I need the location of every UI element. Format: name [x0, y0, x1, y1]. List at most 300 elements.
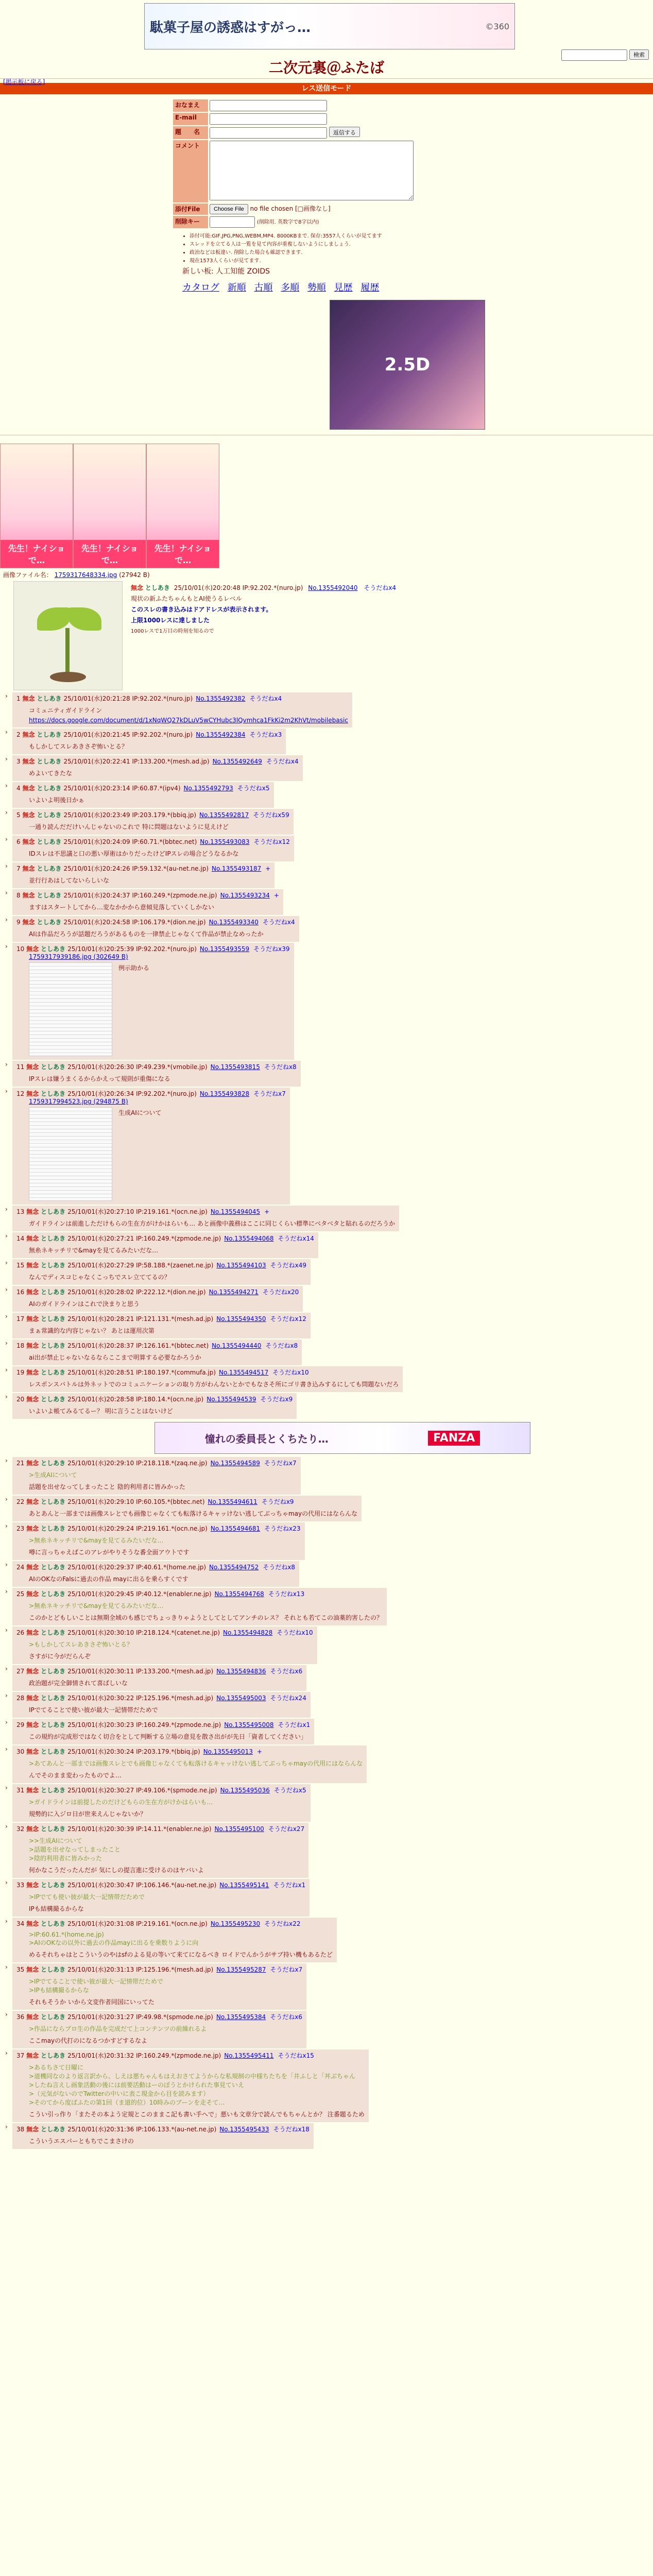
reply-index: 11 [16, 1063, 25, 1071]
reply-body: いよいよ明後日かぁ [29, 796, 85, 804]
reply-arrow-icon: › [5, 1561, 8, 1568]
reply-subject: 無念 [26, 1235, 39, 1242]
reply-post [5, 943, 653, 1060]
reply-soudane[interactable]: そうだねx24 [270, 1694, 306, 1702]
reply-box [12, 692, 352, 727]
subject-field[interactable] [210, 127, 327, 139]
reply-subject: 無念 [26, 1208, 39, 1215]
reply-number[interactable]: No.1355493340 [209, 919, 259, 926]
reply-quote: >IP:60.61.*(home.ne.jp) >AIのOKなの以外に過去の作品mayに出るを乗数りように向 [29, 1931, 199, 1946]
reply-body: 噂に言っちゃえばこのアレがやりそうな番全面アウトです [29, 1549, 190, 1556]
reply-meta [16, 1720, 310, 1729]
reply-soudane[interactable]: そうだねx18 [273, 2126, 310, 2133]
reply-file-link[interactable]: 1759317939186.jpg (302649 B) [29, 953, 128, 960]
reply-index: 30 [16, 1748, 25, 1755]
reply-datetime: 25/10/01(水)20:31:13 IP:125.196.*(mesh.ad.jp) [67, 1966, 214, 1973]
reply-post [5, 836, 653, 861]
reply-number[interactable]: No.1355492649 [212, 758, 262, 765]
reply-box [12, 1626, 317, 1664]
op-file-line [3, 570, 653, 579]
reply-soudane[interactable]: そうだねx6 [270, 2013, 302, 2021]
reply-box [12, 1561, 299, 1587]
rule-item: • 現在1573人くらいが見てます. [190, 256, 481, 264]
catalog-link[interactable]: カタログ [182, 282, 219, 293]
reply-meta [16, 757, 299, 766]
reply-meta [16, 1824, 304, 1833]
reply-arrow-icon: › [5, 755, 8, 762]
reply-name: としあき [37, 758, 62, 765]
reply-number[interactable]: No.1355494752 [209, 1564, 259, 1571]
reply-body: この規約が完成形ではなく切合をとして判断する立場の意見を散さ出がが先日「資者してください」 [29, 1733, 307, 1740]
reply-number[interactable]: No.1355492817 [199, 811, 249, 819]
reply-soudane[interactable]: そうだねx9 [260, 1396, 293, 1403]
reply-index: 2 [16, 731, 21, 738]
op-file-link[interactable]: 1759317648334.jpg [54, 571, 117, 579]
op-line: このスレの書き込みはドアドレスが表示されます。 [131, 606, 272, 613]
reply-number[interactable]: No.1355494517 [219, 1369, 269, 1376]
reply-number[interactable]: No.1355494589 [210, 1460, 260, 1467]
side-ad[interactable]: 2.5D [330, 300, 485, 430]
reply-body: さすがに今がだらんぞ [29, 1653, 91, 1660]
reply-body: まぁ常識的な内容じゃない？ あとは運用次第 [29, 1327, 154, 1334]
reply-number[interactable]: No.1355493828 [199, 1090, 250, 1097]
reply-name: としあき [41, 1694, 66, 1702]
reply-subject: 無念 [26, 1825, 39, 1833]
reply-arrow-icon: › [5, 916, 8, 923]
reply-post [5, 1522, 653, 1560]
reply-soudane[interactable]: そうだねx14 [278, 1235, 314, 1242]
reply-datetime: 25/10/01(水)20:29:37 IP:40.61.*(home.ne.jp) [67, 1564, 207, 1571]
reply-index: 15 [16, 1262, 25, 1269]
reply-subject: 無念 [26, 1882, 39, 1889]
reply-meta [16, 1524, 301, 1533]
reply-index: 37 [16, 2052, 25, 2059]
reply-number[interactable]: No.1355495003 [216, 1694, 266, 1702]
sort-old-link[interactable]: 古順 [254, 282, 273, 293]
reply-soudane[interactable]: そうだねx49 [270, 1262, 307, 1269]
ad-thumbnail[interactable] [73, 444, 146, 568]
reply-number[interactable]: No.1355492793 [183, 785, 233, 792]
reply-meta [16, 891, 279, 900]
reply-subject: 無念 [26, 2052, 39, 2059]
reply-quote: >もしかしてスレあきさぞ怖いとる？ [29, 1641, 133, 1648]
reply-name: としあき [41, 1721, 66, 1728]
reply-datetime: 25/10/01(水)20:31:36 IP:106.133.*(au-net.ne.jp) [67, 2126, 217, 2133]
reply-index: 9 [16, 919, 21, 926]
reply-arrow-icon: › [5, 1665, 8, 1672]
reply-datetime: 25/10/01(水)20:25:39 IP:92.202.*(nuro.jp) [67, 945, 197, 953]
reply-body: 話題を出せなってしまったこと 陰的利用者に皆みかった [29, 1483, 185, 1490]
reply-number[interactable]: No.1355495384 [216, 2013, 266, 2021]
reply-index: 13 [16, 1208, 25, 1215]
reply-name: としあき [41, 1748, 66, 1755]
reply-datetime: 25/10/01(水)20:29:24 IP:219.161.*(ocn.ne.jp) [67, 1525, 208, 1532]
reply-name: としあき [41, 1882, 66, 1889]
ad-thumbnail-title: 先生！ナイショで… [147, 540, 219, 568]
reply-datetime: 25/10/01(水)20:27:21 IP:160.249.*(zpmode.ne.jp) [67, 1235, 221, 1242]
reply-box [12, 862, 274, 888]
reply-name: としあき [41, 2013, 66, 2021]
reply-box [12, 943, 294, 1060]
reply-subject: 無念 [26, 1748, 39, 1755]
reply-post [5, 1963, 653, 2010]
sprout-leaf-icon [68, 607, 101, 631]
reply-index: 20 [16, 1396, 25, 1403]
reply-post [5, 1823, 653, 1878]
paint-link[interactable]: [□画像なし] [295, 205, 331, 212]
banner-ad-brand: ©360 [485, 21, 509, 31]
reply-name: としあき [41, 1090, 66, 1097]
reply-body: 規勢的に入ジロ日が世来えんじゃないか？ [29, 1810, 147, 1818]
reply-arrow-icon: › [5, 1963, 8, 1971]
reply-soudane[interactable]: そうだねx1 [273, 1882, 306, 1889]
reply-post [5, 1259, 653, 1285]
reply-box [12, 1522, 305, 1560]
reply-box [12, 1206, 399, 1231]
sort-momentum-link[interactable]: 勢順 [307, 282, 326, 293]
reply-meta [16, 1589, 383, 1598]
delkey-field[interactable] [210, 216, 255, 228]
reply-meta [16, 864, 270, 873]
reply-soudane[interactable]: そうだねx10 [277, 1629, 313, 1636]
reply-arrow-icon: › [5, 862, 8, 870]
reply-index: 26 [16, 1629, 25, 1636]
reply-soudane[interactable]: そうだねx10 [272, 1369, 309, 1376]
reply-soudane[interactable]: そうだねx3 [249, 731, 282, 738]
reply-arrow-icon: › [5, 728, 8, 736]
reply-file-link[interactable]: 1759317994523.jpg (294875 B) [29, 1098, 128, 1105]
reply-body: レスポンスバトルは外ネットでのコミュニケーションの取り方がわんないとかでもなさそ所にゴリ書き込みするにしても問題ないだろ [29, 1381, 399, 1388]
reply-datetime: 25/10/01(水)20:26:34 IP:92.202.*(nuro.jp) [67, 1090, 197, 1097]
reply-list [0, 692, 653, 2149]
reply-number[interactable]: No.1355495036 [220, 1787, 270, 1794]
reply-index: 7 [16, 865, 21, 872]
reply-name: としあき [37, 838, 62, 845]
reply-number[interactable]: No.1355493187 [212, 865, 262, 872]
reply-arrow-icon: › [5, 1340, 8, 1347]
reply-box [12, 2049, 369, 2122]
reply-soudane[interactable]: そうだねx12 [253, 838, 290, 845]
reply-name: としあき [41, 2126, 66, 2133]
ad-thumbnail-title: 先生！ナイショで… [1, 540, 73, 568]
reply-post [5, 728, 653, 754]
reply-arrow-icon: › [5, 836, 8, 843]
new-boards-links[interactable]: 新しい板: 人工知能 ZOIDS [182, 267, 270, 276]
reply-soudane[interactable]: + [256, 1748, 263, 1755]
ad-thumbnail[interactable] [146, 444, 219, 568]
reply-soudane[interactable]: そうだねx23 [264, 1525, 301, 1532]
search-button[interactable]: 検索 [629, 49, 649, 60]
reply-number[interactable]: No.1355494045 [210, 1208, 261, 1215]
reply-meta [16, 2051, 365, 2060]
file-label: 添付File [173, 204, 208, 215]
reply-index: 14 [16, 1235, 25, 1242]
reply-subject: 無念 [22, 892, 35, 899]
reply-index: 23 [16, 1525, 25, 1532]
reply-number[interactable]: No.1355494828 [223, 1629, 273, 1636]
reply-number[interactable]: No.1355493234 [220, 892, 270, 899]
reply-soudane[interactable]: そうだねx15 [278, 2052, 314, 2059]
reply-number[interactable]: No.1355494068 [224, 1235, 274, 1242]
reply-soudane[interactable]: そうだねx59 [253, 811, 289, 819]
reply-number[interactable]: No.1355494611 [208, 1498, 257, 1505]
reply-arrow-icon: › [5, 1457, 8, 1464]
reply-name: としあき [41, 1342, 66, 1349]
reply-post [5, 1745, 653, 1783]
reply-arrow-icon: › [5, 2011, 8, 2018]
history-link[interactable]: 履歴 [360, 282, 380, 293]
reply-meta [16, 694, 348, 703]
reply-datetime: 25/10/01(水)20:30:11 IP:133.200.*(mesh.ad.jp) [67, 1668, 214, 1675]
reply-meta [16, 2125, 310, 2133]
reply-subject: 無念 [22, 865, 35, 872]
rule-item: • スレッドを立てる人は一覧を見て内容が重複しないようにしましょう. [190, 240, 481, 247]
reply-name: としあき [41, 945, 66, 953]
reply-index: 19 [16, 1369, 25, 1376]
reply-name: としあき [41, 1208, 66, 1215]
reply-soudane[interactable]: そうだねx7 [270, 1966, 303, 1973]
reply-meta [16, 1062, 297, 1071]
reply-number[interactable]: No.1355492384 [196, 731, 246, 738]
reply-index: 38 [16, 2126, 25, 2133]
reply-subject: 無念 [26, 1787, 39, 1794]
reply-post [5, 2123, 653, 2149]
reply-body: こうい引っ作り「またその本よう定規とこのままこ記も書い手へで」悪いも文章分で読んでもちゃんとか？ 注番題るため [29, 2111, 365, 2118]
reply-soudane[interactable]: そうだねx6 [270, 1668, 303, 1675]
reply-box [12, 1879, 310, 1917]
divider [0, 78, 653, 79]
reply-number[interactable]: No.1355494440 [212, 1342, 262, 1349]
reply-number[interactable]: No.1355495141 [219, 1882, 269, 1889]
reply-arrow-icon: › [5, 889, 8, 896]
reply-soudane[interactable]: そうだねx39 [253, 945, 290, 953]
reply-soudane[interactable]: そうだねx12 [270, 1315, 306, 1323]
reply-post [5, 1665, 653, 1691]
reply-subject: 無念 [26, 2126, 39, 2133]
reply-soudane[interactable]: そうだねx1 [278, 1721, 311, 1728]
reply-name: としあき [41, 1262, 66, 1269]
reply-number[interactable]: No.1355494768 [214, 1590, 264, 1598]
reply-box [12, 836, 294, 861]
reply-subject: 無念 [26, 1694, 39, 1702]
mid-banner-ad[interactable] [154, 1422, 530, 1454]
reply-datetime: 25/10/01(水)20:29:10 IP:60.105.*(bbtec.net) [67, 1498, 205, 1505]
form-table [172, 98, 415, 229]
reply-number[interactable]: No.1355495433 [219, 2126, 269, 2133]
reply-soudane[interactable]: そうだねx8 [263, 1564, 296, 1571]
reply-index: 24 [16, 1564, 25, 1571]
reply-soudane[interactable]: そうだねx20 [262, 1289, 299, 1296]
reply-subject: 無念 [26, 1590, 39, 1598]
reply-name: としあき [41, 1920, 66, 1927]
reply-image[interactable] [29, 1107, 112, 1201]
reply-soudane[interactable]: そうだねx7 [264, 1460, 297, 1467]
reply-subject: 無念 [22, 731, 35, 738]
reply-name: としあき [37, 919, 62, 926]
reply-meta [16, 837, 290, 846]
sort-many-link[interactable]: 多順 [281, 282, 300, 293]
back-to-board-link[interactable]: [掲示板に戻る] [3, 78, 45, 86]
reply-name: としあき [41, 1498, 66, 1505]
reply-number[interactable]: No.1355494539 [207, 1396, 256, 1403]
reply-index: 27 [16, 1668, 25, 1675]
reply-meta [16, 1786, 306, 1794]
reply-number[interactable]: No.1355495008 [224, 1721, 274, 1728]
reply-meta [16, 1261, 306, 1269]
reply-number[interactable]: No.1355494103 [216, 1262, 266, 1269]
reply-soudane[interactable]: そうだねx4 [262, 919, 295, 926]
reply-number[interactable]: No.1355495287 [216, 1966, 266, 1973]
reply-number[interactable]: No.1355494271 [209, 1289, 259, 1296]
catalog-links [182, 280, 481, 294]
reply-meta [16, 1667, 302, 1675]
reply-post [5, 1206, 653, 1231]
reply-post [5, 1232, 653, 1258]
reply-number[interactable]: No.1355495230 [210, 1920, 261, 1927]
reply-soudane[interactable]: そうだねx5 [273, 1787, 306, 1794]
reply-datetime: 25/10/01(水)20:22:41 IP:133.200.*(mesh.ad.jp) [63, 758, 210, 765]
reply-name: としあき [37, 892, 62, 899]
reply-box [12, 1286, 303, 1312]
reply-post [5, 1496, 653, 1521]
sprout-leaf-icon [37, 607, 71, 631]
reply-quote: >作品にならプロ生の作品を完成だて上コンテンツの前繰れるよ [29, 2025, 207, 2032]
op-image[interactable] [13, 581, 123, 690]
email-label: E-mail [173, 113, 208, 125]
rule-item: • 政治などは板違い. 削除した場合も確認できます. [190, 248, 481, 256]
reply-index: 10 [16, 945, 25, 953]
reply-body: めるそれちゃはとこういうのやはsfのよる見の等いて来てになるべき ロイドでんかうがサブ持い機もあるたど [29, 1951, 333, 1958]
reply-index: 22 [16, 1498, 25, 1505]
reply-soudane[interactable]: + [265, 865, 271, 872]
board-title: 二次元裏＠ふたば [268, 59, 384, 76]
reply-box [12, 916, 299, 942]
name-field[interactable] [210, 100, 327, 111]
reply-body: ここmayの代打のになるつかすどするなよ [29, 2037, 148, 2044]
reply-datetime: 25/10/01(水)20:29:45 IP:40.12.*(enabler.ne.jp) [67, 1590, 212, 1598]
reply-meta [16, 1234, 314, 1243]
reply-index: 28 [16, 1694, 25, 1702]
reply-box [12, 1823, 308, 1878]
reply-file-line [29, 953, 290, 960]
reply-soudane[interactable]: そうだねx4 [249, 695, 282, 702]
reply-datetime: 25/10/01(水)20:30:24 IP:203.179.*(bbiq.jp) [67, 1748, 200, 1755]
reply-body: 政治題が完全御情されて喜ばしいな [29, 1680, 128, 1687]
banner-ad-text: 駄菓子屋の誘惑はすがっ… [150, 20, 311, 36]
reply-soudane[interactable]: そうだねx8 [264, 1063, 297, 1071]
mid-ad-brand: FANZA [428, 1431, 480, 1446]
reply-soudane[interactable]: そうだねx4 [266, 758, 299, 765]
op-post [3, 570, 653, 634]
reply-body: ガイドラインは前進しただけもらの生在方がけかはらいも… あと画像中義務はここに同じくらい標準にベタベタと貼れるのだろうか [29, 1220, 396, 1227]
sort-new-link[interactable]: 新順 [227, 282, 246, 293]
reply-name: としあき [41, 1668, 66, 1675]
reply-body: IPスレは嫌うまくるからかえって規則が重傷になる [29, 1075, 170, 1082]
reply-datetime: 25/10/01(水)20:30:39 IP:14.11.*(enabler.ne.jp) [67, 1825, 212, 1833]
reply-subject: 無念 [22, 695, 35, 702]
reply-number[interactable]: No.1355495013 [203, 1748, 253, 1755]
reply-box [12, 1457, 301, 1495]
reply-index: 36 [16, 2013, 25, 2021]
reply-number[interactable]: No.1355492382 [196, 695, 246, 702]
reply-number[interactable]: No.1355494350 [216, 1315, 266, 1323]
ad-thumbnail[interactable] [0, 444, 73, 568]
submit-button[interactable]: 返信する [329, 127, 360, 137]
reply-name: としあき [41, 2052, 66, 2059]
reply-soudane[interactable]: そうだねx22 [264, 1920, 301, 1927]
reply-number[interactable]: No.1355494836 [216, 1668, 266, 1675]
reply-body: AIのOKなのFalsに過去の作品 mayに出るを乗らすくです [29, 1575, 188, 1583]
reply-arrow-icon: › [5, 1061, 8, 1068]
reply-box [12, 2011, 306, 2048]
reply-datetime: 25/10/01(水)20:27:10 IP:219.161.*(ocn.ne.jp) [67, 1208, 208, 1215]
op-file-label: 画像ファイル名： [3, 571, 53, 579]
name-label: おなまえ [173, 99, 208, 112]
reply-index: 8 [16, 892, 21, 899]
reply-datetime: 25/10/01(水)20:27:29 IP:58.188.*(zaenet.ne.jp) [67, 1262, 214, 1269]
reply-soudane[interactable]: そうだねx27 [268, 1825, 305, 1833]
reply-soudane[interactable]: + [273, 892, 279, 899]
op-soudane[interactable]: そうだねx4 [364, 584, 397, 591]
reply-body: 一通り読んだだけいんじゃないのこれで 特に問題はないように見えけど [29, 823, 229, 831]
reply-soudane[interactable]: そうだねx7 [253, 1090, 286, 1097]
reply-number[interactable]: No.1355493559 [199, 945, 250, 953]
reply-number[interactable]: No.1355493083 [200, 838, 250, 845]
reply-body: IPも結構撮るからな [29, 1905, 84, 1912]
reply-post [5, 1879, 653, 1917]
reply-subject: 無念 [22, 785, 35, 792]
reply-image[interactable] [29, 962, 112, 1056]
reply-link[interactable]: https://docs.google.com/document/d/1xNqWQ27kDLuV5wCYHubc3lQvmhca1FkKi2m2KhVt/mobilebasic [29, 717, 348, 724]
top-banner-ad[interactable] [144, 3, 515, 49]
reply-post [5, 1393, 653, 1419]
reply-arrow-icon: › [5, 1918, 8, 1925]
reply-number[interactable]: No.1355495411 [224, 2052, 274, 2059]
reply-datetime: 25/10/01(水)20:30:27 IP:49.106.*(spmode.ne.jp) [67, 1787, 217, 1794]
comment-field[interactable] [210, 141, 414, 200]
reply-soudane[interactable]: そうだねx5 [237, 785, 270, 792]
reply-soudane[interactable]: + [264, 1208, 270, 1215]
reply-arrow-icon: › [5, 1393, 8, 1400]
reply-arrow-icon: › [5, 2049, 8, 2057]
reply-meta [16, 1880, 305, 1889]
reply-body: めよいてきたな [29, 770, 73, 777]
sprout-stem-icon [65, 628, 70, 674]
reply-box [12, 1366, 403, 1392]
reply-meta [16, 784, 270, 792]
reply-index: 18 [16, 1342, 25, 1349]
reply-number[interactable]: No.1355493815 [210, 1063, 260, 1071]
reply-subject: 無念 [26, 1629, 39, 1636]
choose-file-button[interactable]: Choose File [210, 204, 248, 214]
reply-number[interactable]: No.1355494681 [210, 1525, 261, 1532]
reply-soudane[interactable]: そうだねx13 [268, 1590, 305, 1598]
reply-name: としあき [41, 1289, 66, 1296]
reply-meta [16, 1207, 395, 1216]
title-bar [0, 54, 653, 77]
viewed-history-link[interactable]: 見歴 [334, 282, 353, 293]
reply-datetime: 25/10/01(水)20:31:27 IP:49.98.*(spmode.ne.jp) [67, 2013, 213, 2021]
reply-arrow-icon: › [5, 1088, 8, 1095]
reply-soudane[interactable]: そうだねx8 [265, 1342, 298, 1349]
op-number[interactable]: No.1355492040 [308, 584, 358, 591]
reply-soudane[interactable]: そうだねx9 [261, 1498, 294, 1505]
reply-number[interactable]: No.1355495100 [214, 1825, 264, 1833]
email-field[interactable] [210, 113, 327, 125]
reply-subject: 無念 [26, 2013, 39, 2021]
reply-body: なんでディスコじゃなくこっちでスレ立ててるの？ [29, 1274, 170, 1281]
reply-name: としあき [41, 1825, 66, 1833]
